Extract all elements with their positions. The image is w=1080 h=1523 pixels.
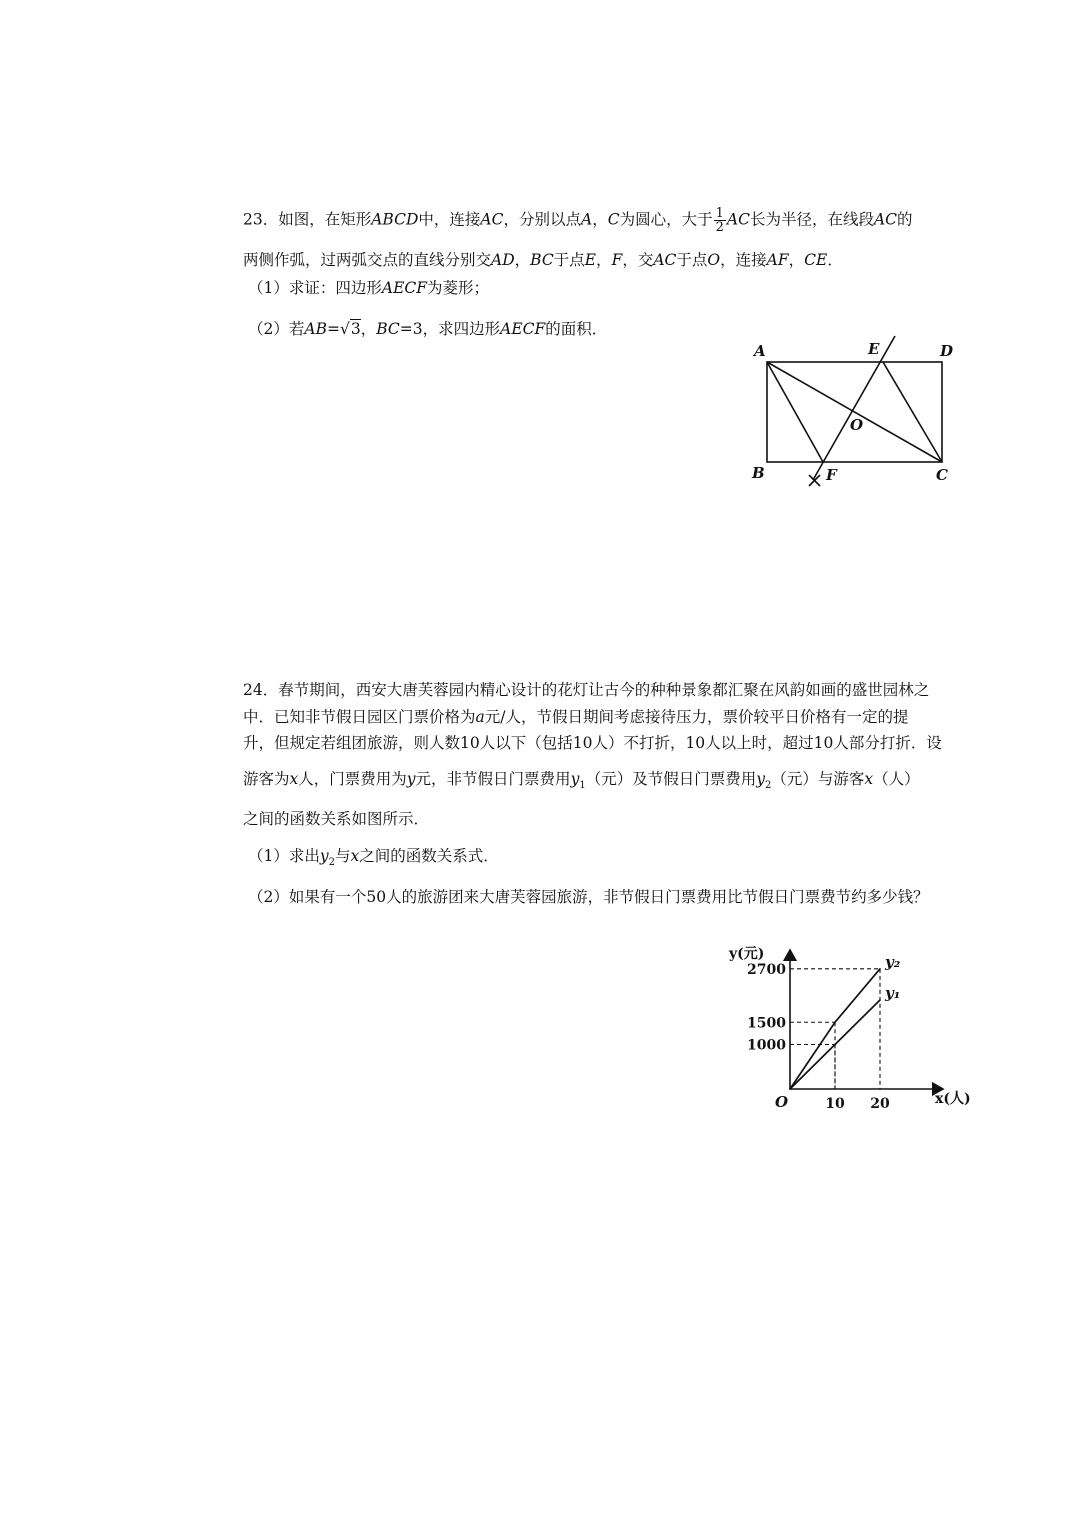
x-tick-label-10: 10 [825,1096,845,1112]
series-2-point-2 [879,999,881,1001]
series-label-2: y₁ [885,984,901,1002]
q24-part-1: （1）求出$y_2$与x之间的函数关系式． [248,847,499,869]
fraction-one-half: $\frac{1}{2}$ [715,207,724,234]
label-f: F [826,466,837,484]
segment-ec [883,362,942,462]
series-2-point-0 [789,1088,791,1090]
y-tick-label-1000: 1000 [747,1037,786,1054]
q23-line-1: 23．如图，在矩形ABCD中，连接AC，分别以点A，C为圆心，大于 $\frac{1}{2}$ AC长为半径，在线段AC的 [243,207,913,234]
q24-line-5: 之间的函数关系如图所示． [243,810,430,828]
label-o: O [850,416,864,434]
origin-label: O [775,1093,789,1111]
series-1-point-1 [834,1021,836,1023]
q24-part-2: （2）如果有一个50人的旅游团来大唐芙蓉园旅游，非节假日门票费用比节假日门票费节约多少钱？ [248,888,929,906]
q24-line-4: 游客为x人，门票费用为y元，非节假日门票费用$y_1$（元）及节假日门票费用$y_2$（元）与游客x（人） [243,770,920,792]
y-tick-label-2700: 2700 [747,961,786,978]
q24-line-1: 24．春节期间，西安大唐芙蓉园内精心设计的花灯让古今的种种景象都汇聚在风韵如画的盛世园林之 [243,681,930,699]
q24-line-2: 中．已知非节假日园区门票价格为a元/人，节假日期间考虑接待压力，票价较平日价格有一定的提 [243,708,909,726]
x-tick-label-20: 20 [870,1096,890,1112]
x-axis-label: x(人) [935,1091,971,1107]
series-line-1 [790,969,880,1089]
q23-line-2: 两侧作弧，过两弧交点的直线分别交AD，BC于点E，F，交AC于点O，连接AF，CE． [243,251,843,269]
q23-part-1: （1）求证：四边形AECF为菱形； [248,279,490,297]
series-label-1: y₂ [885,952,901,971]
q24-line-3: 升，但规定若组团旅游，则人数10人以下（包括10人）不打折，10人以上时，超过10人部分打折．设 [243,734,942,752]
series-2-point-1 [834,1044,836,1046]
series-1-point-2 [879,968,881,970]
y-axis-label: y(元) [729,946,765,962]
label-a: A [754,342,766,360]
function-graph [725,940,995,1120]
rectangle-figure [740,330,970,500]
label-d: D [940,342,954,360]
perpendicular-bisector-ef [813,336,895,480]
label-b: B [752,464,765,482]
q23-part-2: （2）若AB=√3，BC=3，求四边形AECF的面积． [248,320,608,338]
diagonal-ac [767,362,942,462]
label-e: E [868,340,880,358]
segment-af [767,362,823,462]
label-c: C [936,466,948,484]
y-tick-label-1500: 1500 [747,1015,786,1032]
